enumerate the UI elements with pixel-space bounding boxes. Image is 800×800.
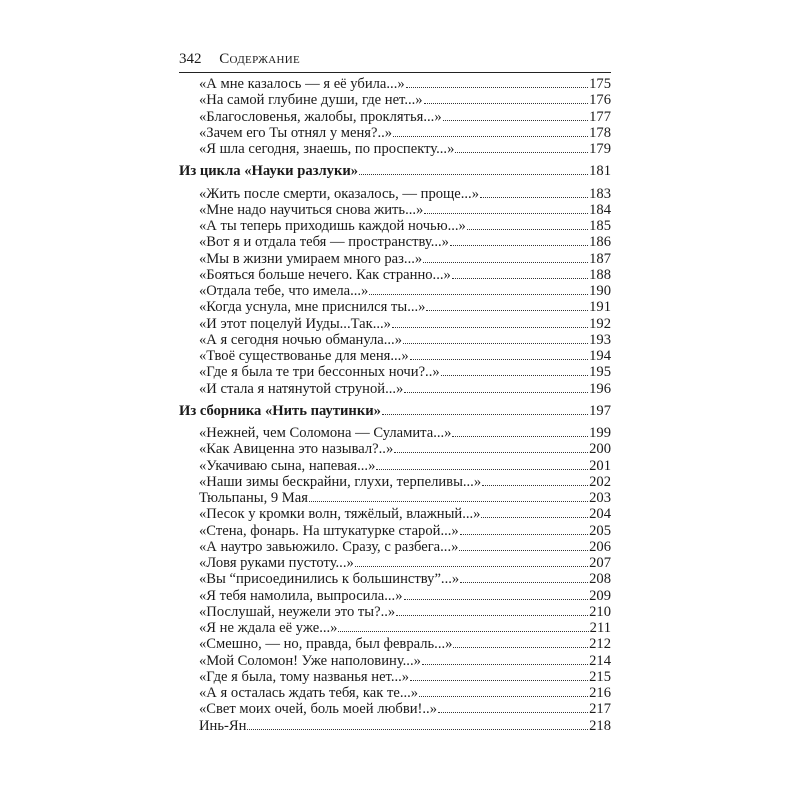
toc-entry-page: 178 xyxy=(589,124,611,141)
toc-entry xyxy=(179,441,611,457)
toc-entry xyxy=(179,234,611,250)
toc-entry xyxy=(179,474,611,490)
toc-entry-page: 194 xyxy=(589,348,611,364)
toc-entry xyxy=(179,316,611,332)
dot-leader xyxy=(455,141,588,153)
dot-leader xyxy=(460,571,588,583)
toc-entry-page: 183 xyxy=(589,185,611,202)
toc-entry xyxy=(179,506,611,522)
toc-entry-page: 211 xyxy=(589,620,611,636)
toc-entry-page: 206 xyxy=(589,538,611,555)
toc-entry xyxy=(179,76,611,92)
toc-entry xyxy=(179,251,611,267)
dot-leader xyxy=(467,218,588,230)
toc-entry-title: «Твоё существованье для меня...» xyxy=(199,348,409,364)
toc-entry xyxy=(179,490,611,506)
toc-entry-page: 179 xyxy=(589,141,611,157)
toc-entry-title: «Ловя руками пустоту...» xyxy=(199,555,354,571)
toc-entry xyxy=(179,588,611,604)
toc-entry-title: «Где я была те три бессонных ночи?..» xyxy=(199,364,440,381)
toc-entry-title: «Стена, фонарь. На штукатурке старой...» xyxy=(199,522,459,539)
toc-entry-title: «Как Авиценна это называл?..» xyxy=(199,441,394,458)
toc-entry-page: 200 xyxy=(589,441,611,458)
toc-entry-page: 190 xyxy=(589,283,611,299)
toc-entry xyxy=(179,125,611,141)
dot-leader xyxy=(424,202,588,214)
toc-entry-title: «Где я была, тому названья нет...» xyxy=(199,668,410,685)
dot-leader xyxy=(480,186,588,198)
toc-entry-page: 196 xyxy=(589,380,611,397)
running-title: Содержание xyxy=(219,51,301,67)
section-prefix: Из цикла xyxy=(179,163,245,180)
toc-entry-page: 181 xyxy=(589,163,611,180)
toc-entry-title: Инь-Ян xyxy=(199,717,247,734)
toc-entry-title: «Смешно, — но, правда, был февраль...» xyxy=(199,636,453,653)
dot-leader xyxy=(441,364,588,376)
toc-entry-page: 185 xyxy=(589,218,611,234)
dot-leader xyxy=(481,506,588,518)
dot-leader xyxy=(453,636,588,648)
toc-entry-title: «Мне надо научиться снова жить...» xyxy=(199,201,424,218)
toc-entry xyxy=(179,364,611,380)
dot-leader xyxy=(460,523,588,535)
toc-entry-page: 210 xyxy=(589,603,611,620)
dot-leader xyxy=(338,620,588,632)
toc-entry-page: 203 xyxy=(589,490,611,506)
toc-entry-title: «А я осталась ждать тебя, как те...» xyxy=(199,685,419,701)
toc-entry xyxy=(179,555,611,571)
dot-leader xyxy=(450,234,588,246)
toc-entry-page: 208 xyxy=(589,571,611,588)
dot-leader xyxy=(419,685,588,697)
dot-leader xyxy=(376,458,588,470)
toc-entry-page: 207 xyxy=(589,555,611,571)
toc-entry-title: «А я сегодня ночью обманула...» xyxy=(199,331,403,348)
toc-section-entry xyxy=(179,163,611,179)
toc-entry xyxy=(179,604,611,620)
dot-leader xyxy=(426,299,588,311)
toc-entry-title: «А наутро завьюжило. Сразу, с разбега...» xyxy=(199,538,459,555)
dot-leader xyxy=(482,474,588,486)
toc-entry xyxy=(179,332,611,348)
toc-entry-page: 216 xyxy=(589,685,611,701)
dot-leader xyxy=(410,348,588,360)
section-prefix: Из сборника xyxy=(179,402,265,419)
toc-entry-title: «Послушай, неужели это ты?..» xyxy=(199,603,396,620)
table-of-contents xyxy=(179,76,611,734)
toc-entry xyxy=(179,202,611,218)
toc-entry xyxy=(179,186,611,202)
toc-entry-page: 188 xyxy=(589,266,611,283)
dot-leader xyxy=(393,125,588,137)
toc-entry-title: «Жить после смерти, оказалось, — проще...» xyxy=(199,185,479,202)
toc-entry-title: «А ты теперь приходишь каждой ночью...» xyxy=(199,218,466,234)
toc-entry-page: 195 xyxy=(589,364,611,381)
toc-entry-title: «Бояться больше нечего. Как странно...» xyxy=(199,266,451,283)
toc-entry xyxy=(179,669,611,685)
toc-entry xyxy=(179,218,611,234)
toc-entry-page: 192 xyxy=(589,315,611,332)
toc-entry-title: «Когда уснула, мне приснился ты...» xyxy=(199,299,426,316)
toc-entry xyxy=(179,267,611,283)
section-name: «Науки разлуки» xyxy=(244,163,359,180)
toc-entry xyxy=(179,701,611,717)
toc-entry-page: 212 xyxy=(589,636,611,653)
toc-entry-page: 186 xyxy=(589,234,611,251)
toc-entry-page: 199 xyxy=(589,425,611,441)
toc-entry-title: «Укачиваю сына, напевая...» xyxy=(199,457,376,474)
toc-entry xyxy=(179,620,611,636)
toc-entry-title: Тюльпаны, 9 Мая xyxy=(199,490,308,506)
dot-leader xyxy=(382,403,588,415)
toc-entry-page: 197 xyxy=(589,402,611,419)
toc-entry-title: «Наши зимы бескрайни, глухи, терпеливы...» xyxy=(199,473,482,490)
dot-leader xyxy=(410,669,588,681)
toc-entry xyxy=(179,653,611,669)
dot-leader xyxy=(392,316,588,328)
toc-entry-page: 187 xyxy=(589,250,611,267)
dot-leader xyxy=(247,718,588,730)
toc-entry xyxy=(179,425,611,441)
toc-entry xyxy=(179,636,611,652)
toc-entry xyxy=(179,283,611,299)
toc-entry-page: 214 xyxy=(589,652,611,669)
toc-entry-page: 215 xyxy=(589,668,611,685)
toc-entry-page: 205 xyxy=(589,522,611,539)
dot-leader xyxy=(404,588,589,600)
dot-leader xyxy=(396,604,588,616)
toc-entry xyxy=(179,539,611,555)
dot-leader xyxy=(394,441,588,453)
dot-leader xyxy=(438,701,588,713)
dot-leader xyxy=(443,109,588,121)
toc-entry-title: «Я не ждала её уже...» xyxy=(199,620,338,636)
toc-entry-title: «И этот поцелуй Иуды...Так...» xyxy=(199,315,391,332)
toc-entry-page: 191 xyxy=(589,299,611,316)
dot-leader xyxy=(369,283,588,295)
dot-leader xyxy=(423,251,588,263)
toc-entry-page: 184 xyxy=(589,201,611,218)
dot-leader xyxy=(355,555,588,567)
toc-entry-title xyxy=(179,403,381,419)
dot-leader xyxy=(309,490,588,502)
dot-leader xyxy=(359,163,588,175)
toc-entry-title: «Зачем его Ты отнял у меня?..» xyxy=(199,124,393,141)
dot-leader xyxy=(422,653,588,665)
toc-entry xyxy=(179,92,611,108)
toc-entry-title: «Я тебя намолила, выпросила...» xyxy=(199,587,403,604)
toc-entry xyxy=(179,685,611,701)
toc-entry-title: «Благословенья, жалобы, проклятья...» xyxy=(199,108,442,125)
dot-leader xyxy=(452,267,588,279)
page-number: 342 xyxy=(179,51,202,67)
toc-entry-title: «Нежней, чем Соломона — Суламита...» xyxy=(199,425,452,441)
toc-entry xyxy=(179,458,611,474)
toc-entry-page: 175 xyxy=(589,76,611,92)
toc-entry-title: «Свет моих очей, боль моей любви!..» xyxy=(199,701,437,718)
section-name: «Нить паутинки» xyxy=(265,402,381,419)
toc-entry-page: 217 xyxy=(589,701,611,718)
dot-leader xyxy=(459,539,588,551)
toc-entry xyxy=(179,571,611,587)
toc-entry-page: 193 xyxy=(589,331,611,348)
toc-entry-page: 218 xyxy=(589,717,611,734)
toc-entry-title xyxy=(179,163,358,179)
toc-entry xyxy=(179,523,611,539)
header-rule xyxy=(179,72,611,73)
toc-entry-title: «А мне казалось — я её убила...» xyxy=(199,76,405,92)
dot-leader xyxy=(406,76,588,88)
toc-section-entry xyxy=(179,403,611,419)
toc-entry-page: 177 xyxy=(589,108,611,125)
toc-entry-page: 209 xyxy=(589,587,611,604)
toc-entry-title: «Вот я и отдала тебя — пространству...» xyxy=(199,234,449,251)
toc-entry xyxy=(179,718,611,734)
dot-leader xyxy=(403,332,588,344)
toc-entry-title: «Вы “присоединились к большинству”...» xyxy=(199,571,460,588)
toc-entry xyxy=(179,348,611,364)
toc-entry-title: «Я шла сегодня, знаешь, по проспекту...» xyxy=(199,141,455,157)
toc-entry xyxy=(179,299,611,315)
toc-entry xyxy=(179,109,611,125)
toc-entry xyxy=(179,381,611,397)
dot-leader xyxy=(424,92,589,104)
toc-entry-title: «И стала я натянутой струной...» xyxy=(199,380,404,397)
toc-entry-title: «На самой глубине души, где нет...» xyxy=(199,92,423,109)
toc-entry-page: 204 xyxy=(589,506,611,523)
toc-entry-title: «Мы в жизни умираем много раз...» xyxy=(199,250,423,267)
toc-entry-page: 176 xyxy=(589,92,611,109)
dot-leader xyxy=(404,381,588,393)
toc-entry-title: «Отдала тебе, что имела...» xyxy=(199,283,369,299)
toc-entry-page: 202 xyxy=(589,473,611,490)
toc-entry-page: 201 xyxy=(589,457,611,474)
page-header xyxy=(179,50,611,68)
toc-entry-title: «Мой Соломон! Уже наполовину...» xyxy=(199,652,421,669)
dot-leader xyxy=(452,425,588,437)
toc-entry xyxy=(179,141,611,157)
toc-entry-title: «Песок у кромки волн, тяжёлый, влажный...» xyxy=(199,506,481,523)
